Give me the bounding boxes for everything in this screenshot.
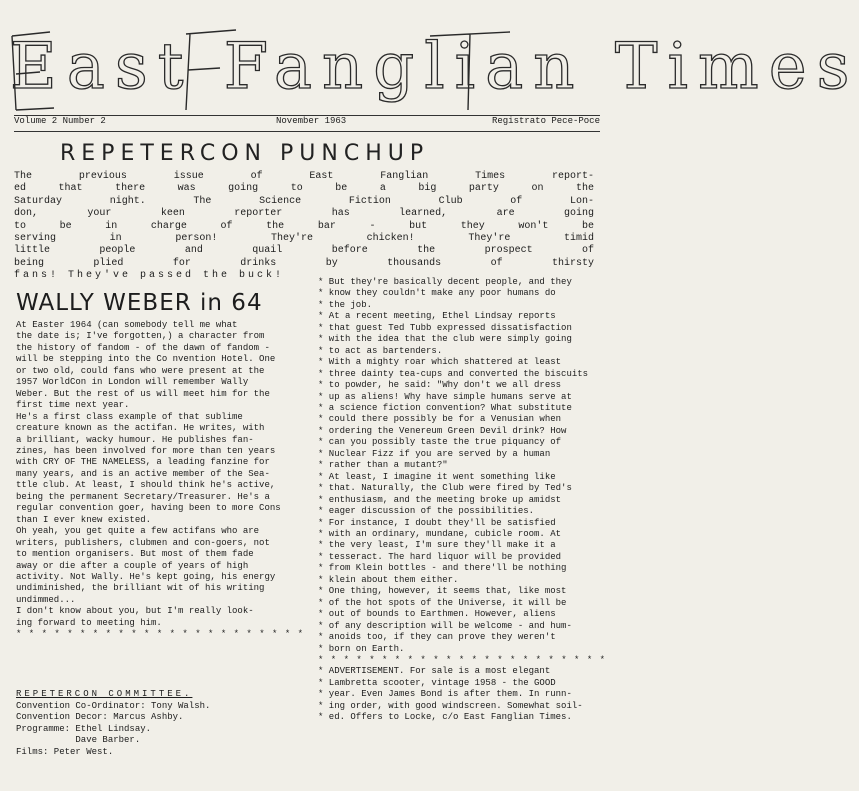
volume-number: Volume 2 Number 2 — [14, 116, 106, 126]
article-line: a brilliant, wacky humour. He publishes fan- — [16, 434, 254, 445]
committee-member: Films: Peter West. — [16, 746, 114, 757]
article-line: or two old, could fans who were present at the — [16, 365, 265, 376]
lead-line: The previous issue of East Fanglian Times report- — [14, 171, 594, 182]
article-line: * eager discussion of the possibilities. — [318, 506, 535, 517]
article-line: regular convention goer, having been to more Cons — [16, 503, 281, 514]
article-line: * a science fiction convention? What substitute — [318, 402, 572, 413]
article-line: * born on Earth. — [318, 643, 405, 654]
registration-note: Registrato Pece-Poce — [491, 116, 600, 126]
lead-line: to be in charge of the bar - but they won't be — [14, 220, 594, 232]
article-line: Oh yeah, you get quite a few actifans who are — [16, 526, 260, 537]
article-line: At Easter 1964 (can somebody tell me what — [16, 320, 238, 330]
advert-line: * ed. Offers to Locke, c/o East Fanglian Times. — [318, 712, 572, 723]
article-line: than I ever knew existed. — [16, 514, 152, 525]
article-line: away or die after a couple of years of high — [16, 560, 249, 571]
article-line: to mention organisers. But most of them fade — [16, 549, 254, 560]
article-line: * Nuclear Fizz if you are served by a human — [318, 448, 551, 459]
article-line: * At a recent meeting, Ethel Lindsay reports — [318, 311, 556, 322]
issue-info-line — [14, 116, 600, 130]
lead-line: little people and quail before the prospect of — [14, 245, 594, 257]
headline: REPETERCON PUNCHUP — [60, 141, 430, 166]
article-line: * to powder, he said: "Why don't we all dress — [318, 380, 562, 391]
article-line: * with an ordinary, mundane, cubicle room. At — [318, 528, 562, 539]
lead-line: don, your keen reporter has learned, are going — [14, 208, 594, 220]
article-line: * tesseract. The hard liquor will be provided — [318, 551, 562, 562]
article-line: * that. Naturally, the Club were fired by Ted's — [318, 483, 572, 494]
article-line: * out of bounds to Earthmen. However, aliens — [318, 609, 556, 620]
advert-line: * year. Even James Bond is after them. In runn- — [318, 689, 572, 700]
left-column-article — [16, 320, 308, 641]
lead-line: serving in person! They're chicken! They're timid — [14, 233, 594, 245]
article-line: * can you possibly taste the true piquancy of — [318, 437, 562, 448]
wally-weber-heading: WALLY WEBER in 64 — [16, 290, 263, 316]
star-divider: * * * * * * * * * * * * * * * * * * * * * * * — [16, 629, 305, 640]
article-line: * rather than a mutant?" — [318, 460, 448, 471]
article-line: * with the idea that the club were simply going — [318, 334, 572, 345]
advert-line: * ADVERTISEMENT. For sale is a most elegant — [318, 666, 551, 677]
article-line: He's a first class example of that sublime — [16, 411, 243, 422]
article-line: * the job. — [318, 299, 373, 310]
committee-member: Dave Barber. — [16, 735, 141, 745]
advert-line: * Lambretta scooter, vintage 1958 - the GOOD — [318, 677, 556, 688]
article-line: undimmed... — [16, 594, 76, 605]
issue-date: November 1963 — [276, 116, 347, 126]
article-line: * to act as bartenders. — [318, 345, 443, 356]
committee-member: Convention Decor: Marcus Ashby. — [16, 712, 184, 722]
article-line: * the very least, I'm sure they'll make it a — [318, 540, 556, 551]
article-line: the date is; I've forgotten,) a character from — [16, 331, 265, 342]
committee-member: Programme: Ethel Lindsay. — [16, 723, 152, 734]
article-line: * anoids too, if they can prove they weren't — [318, 632, 556, 643]
article-line: * three dainty tea-cups and converted the biscuits — [318, 368, 589, 379]
article-line: * know they couldn't make any poor humans do — [318, 288, 556, 299]
advert-line: * ing order, with good windscreen. Somewhat soil- — [318, 700, 583, 711]
article-line: Weber. But the rest of us will meet him for the — [16, 388, 270, 399]
article-line: ttle club. At least, I should think he's active, — [16, 480, 276, 491]
committee-list — [16, 689, 308, 758]
article-line: I don't know about you, but I'm really look- — [16, 606, 254, 617]
article-line: 1957 WorldCon in London will remember Wally — [16, 377, 249, 388]
lead-line-last: fans! They've passed the buck! — [14, 270, 285, 282]
committee-member: Convention Co-Ordinator: Tony Walsh. — [16, 700, 211, 711]
article-line: * could there possibly be for a Venusian when — [318, 414, 562, 425]
lead-line: ed that there was going to be a big party on the — [14, 183, 594, 195]
star-divider: * * * * * * * * * * * * * * * * * * * * * * * — [318, 654, 607, 665]
article-line: activity. Not Wally. He's kept going, his energy — [16, 571, 276, 582]
article-line: * But they're basically decent people, and they — [318, 277, 572, 287]
article-line: will be stepping into the Co nvention Hotel. One — [16, 354, 276, 365]
article-line: * from Klein bottles - and there'll be nothing — [318, 563, 567, 574]
article-line: * At least, I imagine it went something like — [318, 471, 556, 482]
lead-line: Saturday night. The Science Fiction Club of Lon- — [14, 195, 594, 207]
lead-article — [14, 171, 594, 283]
article-line: * of the hot spots of the Universe, it will be — [318, 597, 567, 608]
article-line: zines, has been involved for more than ten years — [16, 445, 276, 456]
article-line: * For instance, I doubt they'll be satisfied — [318, 517, 556, 528]
article-line: undiminished, the brilliant wit of his writing — [16, 583, 265, 594]
article-line: being the permanent Secretary/Treasurer. He's a — [16, 491, 270, 502]
masthead-rule-bottom — [14, 131, 600, 132]
article-line: first time next year. — [16, 400, 130, 411]
article-line: * of any description will be welcome - and hum- — [318, 620, 572, 631]
article-line: * One thing, however, it seems that, like most — [318, 586, 567, 597]
lead-line: being plied for drinks by thousands of thirsty — [14, 257, 594, 269]
masthead — [10, 26, 859, 118]
article-line: * With a mighty roar which shattered at least — [318, 357, 562, 368]
article-line: with CRY OF THE NAMELESS, a leading fanzine for — [16, 457, 270, 468]
masthead-title: East Fanglian Times — [10, 30, 859, 104]
committee-title: REPETERCON COMMITTEE. — [16, 689, 193, 699]
article-line: ing forward to meeting him. — [16, 617, 162, 628]
article-line: writers, publishers, clubmen and con-goers, not — [16, 537, 270, 548]
article-line: the history of fandom - of the dawn of fandom - — [16, 342, 270, 353]
article-line: creature known as the actifan. He writes, with — [16, 423, 265, 434]
article-line: * up as aliens! Why have simple humans serve at — [318, 391, 572, 402]
right-column-article — [318, 277, 607, 724]
article-line: * ordering the Venereum Green Devil drink? How — [318, 425, 567, 436]
article-line: * that guest Ted Tubb expressed dissatisfaction — [318, 322, 572, 333]
article-line: many years, and is an active member of the Sea- — [16, 468, 270, 479]
article-line: * klein about them either. — [318, 574, 459, 585]
article-line: * enthusiasm, and the meeting broke up amidst — [318, 494, 562, 505]
